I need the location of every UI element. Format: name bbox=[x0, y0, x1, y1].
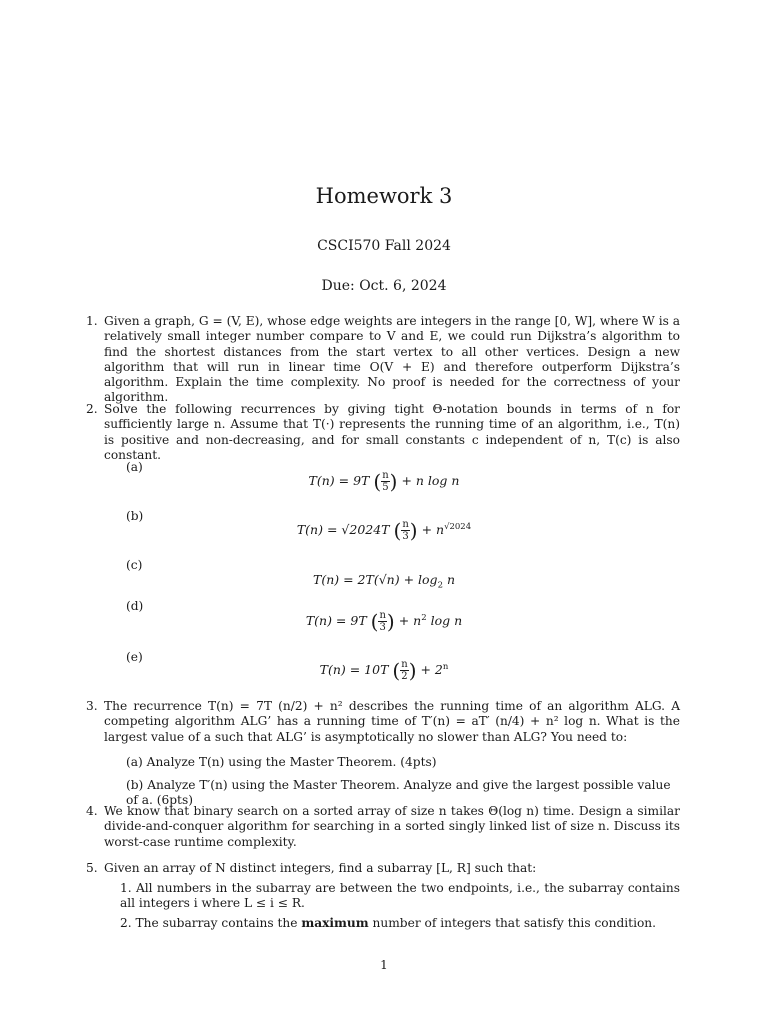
numerator: n bbox=[401, 659, 408, 670]
problem-4 bbox=[86, 804, 680, 850]
page-number: 1 bbox=[380, 958, 388, 972]
eq-lhs: T(n) = √2024T bbox=[296, 522, 390, 537]
condition-1 bbox=[120, 881, 680, 912]
recurrence-a: T(n) = 9T ( $\frac{n}{5}$ ) + n log n bbox=[308, 469, 460, 494]
part-label: (d) bbox=[126, 599, 144, 613]
condition-text-after: number of integers that satisfy this condition. bbox=[368, 916, 657, 930]
problem-2 bbox=[86, 402, 680, 463]
problem-1 bbox=[86, 314, 680, 406]
fraction bbox=[400, 659, 408, 682]
recurrence-d: T(n) = 9T ( $\frac{n}{3}$ ) + $n^2$ log n bbox=[305, 609, 463, 634]
numerator: n bbox=[382, 470, 389, 481]
eq-rhs: + 2 bbox=[420, 662, 443, 677]
problem-number: 1. bbox=[86, 314, 98, 328]
eq-rhs: + n log n bbox=[401, 473, 460, 488]
problem-3-part-a bbox=[126, 755, 680, 770]
due-date: Due: Oct. 6, 2024 bbox=[321, 278, 447, 294]
exponent: √2024 bbox=[444, 521, 472, 532]
denominator: 2 bbox=[401, 671, 408, 682]
fraction bbox=[378, 610, 386, 633]
condition-label: 2. bbox=[120, 916, 132, 930]
eq-lhs: T(n) = 9T bbox=[308, 473, 370, 488]
problem-text: Given a graph, G = (V, E), whose edge weights are integers in the range [0, W], where W is a relatively small integer number compare to V and E, we could run Dijkstra’s algorithm to find the shortest distances from the start vertex to all other vertices. Design a new algorithm that will run in linear time O(V + E) and therefore outperform Dijkstra’s algorithm. Explain the time complexity. No proof is needed for the correctness of your algorithm. bbox=[104, 314, 680, 405]
problem-number: 2. bbox=[86, 402, 98, 416]
denominator: 3 bbox=[402, 531, 409, 542]
recurrence-e: T(n) = 10T ( $\frac{n}{2}$ ) + $2^n$ bbox=[319, 658, 449, 683]
log-base: 2 bbox=[437, 580, 443, 591]
eq-lhs: T(n) = 10T bbox=[319, 662, 389, 677]
eq-rhs: + n bbox=[421, 522, 445, 537]
problem-number: 3. bbox=[86, 699, 98, 713]
part-text: Analyze T(n) using the Master Theorem. (4pts) bbox=[146, 755, 437, 769]
problem-number: 5. bbox=[86, 861, 98, 875]
condition-emphasis: maximum bbox=[301, 916, 369, 930]
part-label: (c) bbox=[126, 558, 143, 572]
exponent: n bbox=[442, 661, 449, 672]
numerator: n bbox=[379, 610, 386, 621]
part-label: (a) bbox=[126, 755, 143, 769]
fraction bbox=[401, 519, 409, 542]
denominator: 3 bbox=[379, 622, 386, 633]
condition-text-before: The subarray contains the bbox=[135, 916, 302, 930]
part-label: (b) bbox=[126, 509, 144, 523]
numerator: n bbox=[402, 519, 409, 530]
eq-rhs: + n bbox=[398, 613, 422, 628]
denominator: 5 bbox=[382, 482, 389, 493]
document-title: Homework 3 bbox=[315, 184, 453, 208]
eq-expr: T(n) = 2T(√n) + log bbox=[312, 572, 438, 587]
recurrence-b: T(n) = √2024T ( $\frac{n}{3}$ ) + $n^{√2024}$ bbox=[296, 518, 472, 543]
problem-text: The recurrence T(n) = 7T (n/2) + n² describes the running time of an algorithm ALG. A competing algorithm ALG’ has a running time of T′(n) = aT′ (n/4) + n² log n. What is the largest value of a such that ALG’ is asymptotically no slower than ALG? You need to: bbox=[104, 699, 680, 744]
problem-text: Given an array of N distinct integers, find a subarray [L, R] such that: bbox=[104, 861, 537, 875]
condition-text: All numbers in the subarray are between the two endpoints, i.e., the subarray contains all integers i where L ≤ i ≤ R. bbox=[120, 881, 680, 911]
part-label: (a) bbox=[126, 460, 143, 474]
problem-text: Solve the following recurrences by giving tight Θ-notation bounds in terms of n for sufficiently large n. Assume that T(·) represents the running time of an algorithm, i.e., T(n) is positive and non-decreasing, and for small constants c independent of n, T(c) is also constant. bbox=[104, 402, 680, 462]
part-text: Analyze T′(n) using the Master Theorem. Analyze and give the largest possible value of a. (6pts) bbox=[126, 778, 671, 808]
eq-lhs: T(n) = 9T bbox=[305, 613, 367, 628]
problem-number: 4. bbox=[86, 804, 98, 818]
part-label: (b) bbox=[126, 778, 144, 792]
exponent: 2 bbox=[421, 612, 427, 623]
problem-3 bbox=[86, 699, 680, 745]
condition-label: 1. bbox=[120, 881, 132, 895]
condition-2 bbox=[120, 916, 680, 931]
recurrence-c bbox=[0, 572, 768, 591]
eq-tail: log n bbox=[426, 613, 463, 628]
part-label: (e) bbox=[126, 650, 143, 664]
eq-tail: n bbox=[442, 572, 456, 587]
problem-5 bbox=[86, 861, 680, 876]
course-name: CSCI570 Fall 2024 bbox=[317, 238, 451, 254]
problem-text: We know that binary search on a sorted array of size n takes Θ(log n) time. Design a similar divide-and-conquer algorithm for searching in a sorted singly linked list of size n. Discuss its worst-case runtime complexity. bbox=[104, 804, 680, 849]
fraction bbox=[381, 470, 389, 493]
